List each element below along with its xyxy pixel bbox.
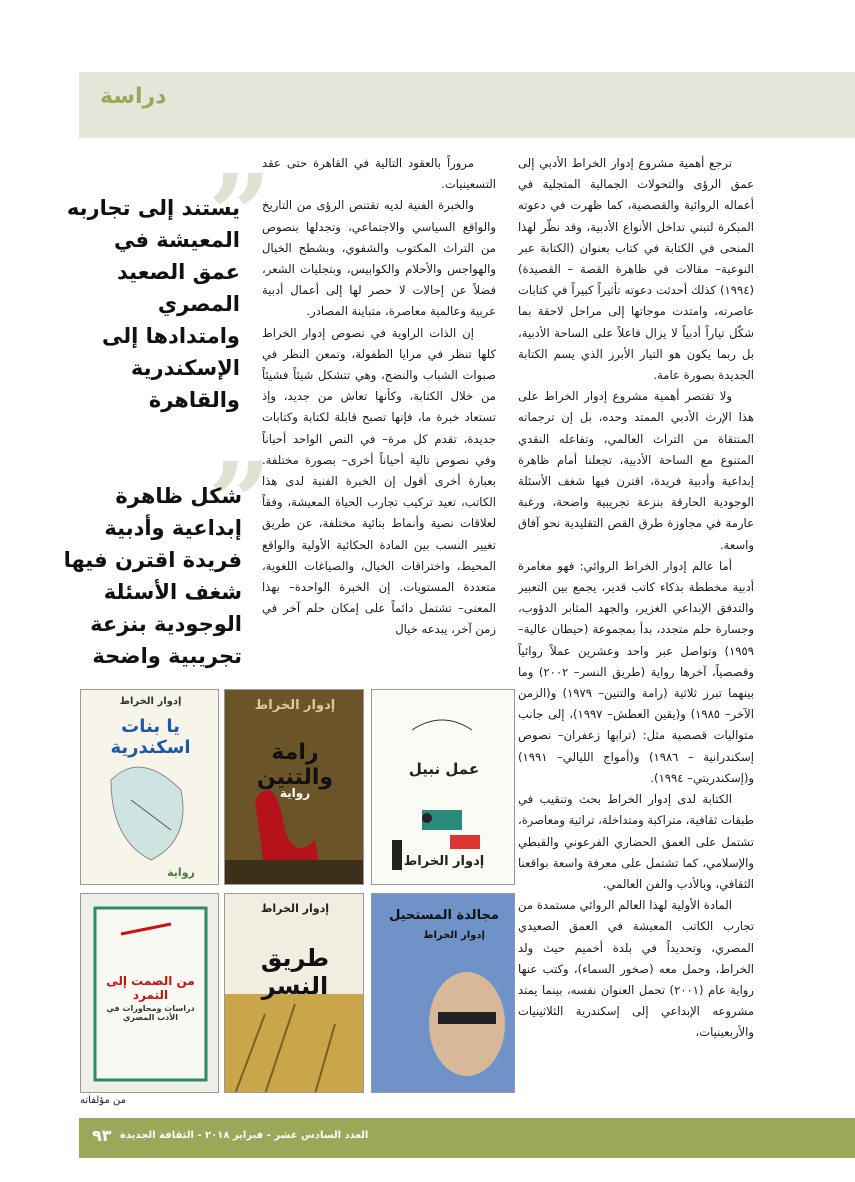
page-number: ٩٣ bbox=[92, 1126, 112, 1145]
paragraph: المادة الأولية لهذا العالم الروائي مستمدة من تجارب الكاتب المعيشة في العمق الصعيدي المصري، وتحديداً في بلدة أخميم حيث ولد الخراط، وحمل معه (صخور السماء)، وكتب عنها رواية عام (٢٠٠١) تحمل العنوان نفسه، بينما يمتد مشروعه الإبداعي إلى إسكندرية الثلاثينيات والأربعينيات، bbox=[518, 898, 754, 1040]
book-cover bbox=[224, 893, 364, 1093]
book-title: رامة والتنين bbox=[256, 740, 334, 790]
book-cover-art bbox=[372, 894, 515, 1093]
section-title: دراسة bbox=[100, 84, 167, 109]
book-cover bbox=[371, 893, 515, 1093]
book-cover bbox=[371, 689, 515, 885]
book-cover bbox=[80, 893, 219, 1093]
paragraph: الكتابة لدى إدوار الخراط بحث وتنقيب في طبقات ثقافية، متراكبة ومتداخلة، تراثية ومعاصرة، تشتمل على العمق الحضاري الفرعوني والقبطي والإسلامي، كما تشتمل على معرفة واسعة بواقعنا الثقافي، وبالأدب والفن العالمي. bbox=[518, 792, 754, 891]
book-title: عمل نبيل bbox=[408, 760, 480, 778]
book-title: مجالدة المستحيل bbox=[389, 908, 499, 923]
book-cover bbox=[224, 689, 364, 885]
pull-quote: يستند إلى تجاربه المعيشة في عمق الصعيد المصري وامتدادها إلى الإسكندرية والقاهرة bbox=[66, 196, 240, 412]
book-subtitle: دراسات ومحاورات في الأدب المصري bbox=[106, 1004, 195, 1022]
book-subtitle: رواية bbox=[279, 786, 311, 800]
paragraph: أما عالم إدوار الخراط الروائي: فهو مغامرة أدبية مخططة بذكاء كاتب قدير، يجمع بين التعبير والتدفق الإبداعي الغزير، والجهد المثابر الدؤوب، وجسارة حلم متجدد، بدأ بمجموعة (حيطان عالية– ١٩٥٩) وتواصل عبر واحد وعشرين عملاً روائياً وقصصياً، آخرها رواية (طريق النسر– ٢٠٠٢) وما بينهما تبرز ثلاثية (رامة والتنين– ١٩٧٩) و(الزمن الآخر– ١٩٨٥) و(يقين العطش– ١٩٩٧)، إلى جانب متواليات قصصية مثل: (ترابها زعفران– نصوص إسكندرانية – ١٩٨٦) و(أمواج الليالي– ١٩٩١) و(إسكندريتي– ١٩٩٤). bbox=[518, 558, 754, 785]
header-band bbox=[79, 72, 855, 138]
book-author: إدوار الخراط bbox=[119, 696, 182, 707]
book-subtitle: رواية bbox=[167, 866, 195, 879]
book-author: إدوار الخراط bbox=[403, 854, 485, 869]
pull-quote: شكل ظاهرة إبداعية وأدبية فريدة اقترن فيها شغف الأسئلة الوجودية بنزعة تجريبية واضحة bbox=[63, 484, 242, 668]
paragraph: إن الذات الراوية في نصوص إدوار الخراط كلها تنظر في مرايا الطفولة، وتمعن النظر في صبوات الشباب والنضج، وهي تتشكل شيئاً فشيئاً من خلال الكتابة، وكأنها تعاش من جديد، وإذ تستعاد خبرة ما، فإنها تصبح قابلة لكتابة وكتابات جديدة، تقدم كل مرة– في النص الواحد أحياناً وفي نصوص تالية أحياناً أخرى– بصورة مختلفة. بعبارة أخرى أقول إن الخبرة الفنية لدى هذا الكاتب، تعيد تركيب تجارب الحياة المعيشة، وفقاً لعلاقات نصية وأنماط بنائية مختلفة، عن طريق تغيير النسب بين المادة الحكائية الأولية والواقع المحيط، واختراقات الخيال، والصياغات اللغوية، متعددة المستويات. إن الخبرة الواحدة– بهذا المعنى– تشتمل دائماً على إمكان حلم آخر في زمن آخر، يبدعه خيال bbox=[262, 325, 496, 637]
book-author: إدوار الخراط bbox=[254, 698, 336, 713]
article-column-middle bbox=[262, 153, 496, 678]
quote-mark-icon: ” bbox=[208, 150, 272, 279]
paragraph: ولا تقتصر أهمية مشروع إدوار الخراط على هذا الإرث الأدبي الممتد وحده، بل إن ترجماته المنتقاة من التراث العالمي، وتفاعله النقدي المتنوع مع الساحة الأدبية، تجعلنا أمام ظاهرة إبداعية وأدبية فريدة، اقترن فيها شغف الأسئلة الوجودية الحارقة بنزعة تجريبية واضحة، ورغبة عارمة في مجاوزة طرق القص التقليدية نحو آفاق واسعة. bbox=[518, 389, 754, 552]
footer-issue-text: العدد السادس عشر - فبراير ٢٠١٨ - الثقافة الجديدة bbox=[120, 1130, 369, 1141]
book-author: إدوار الخراط bbox=[423, 930, 485, 941]
paragraph: والخبرة الفنية لديه تقتنص الرؤى من التاريخ والواقع السياسي والاجتماعي، وتجدلها بنصوص من التراث المكتوب والشفوي، وبشطح الخيال والهواجس والأحلام والكوابيس، وبتجليات الشعر، فضلاً عن إحالات لا حصر لها إلى أعمال أدبية عربية وعالمية معاصرة، متباينة المصادر. bbox=[262, 198, 496, 319]
book-author: إدوار الخراط bbox=[260, 902, 330, 915]
article-column-right bbox=[518, 153, 754, 1118]
book-title: من الصمت إلى التمرد bbox=[106, 974, 195, 1002]
quote-mark-icon: ” bbox=[208, 438, 272, 567]
book-title: طريق النسر bbox=[260, 944, 330, 1000]
image-caption: من مؤلفاته bbox=[80, 1095, 126, 1106]
book-title: يا بنات اسكندرية bbox=[110, 716, 191, 758]
paragraph: مروراً بالعقود التالية في القاهرة حتى عقد التسعينيات. bbox=[262, 156, 496, 192]
book-cover bbox=[80, 689, 219, 885]
paragraph: ترجع أهمية مشروع إدوار الخراط الأدبي إلى عمق الرؤى والتحولات الجمالية المتجلية في أعماله الروائية والقصصية، كما ظهرت في دعوته المبكرة لتبني تداخل الأنواع الأدبية، وقد نظّر لهذا المنحى في الكتابة في كتاب بعنوان (الكتابة عبر النوعية– مقالات في ظاهرة القصة – القصيدة) (١٩٩٤) كذلك أحدثت دعوته تأثيراً كبيراً في كتابات عاصرته، وامتدت موجاتها إلى مراحل لاحقة بما شكّل تياراً أدبياً لا يزال فاعلاً على الساحة الأدبية، بل ربما يكون هو التيار الأبرز الذي يسم الكتابة الجديدة بصورة عامة. bbox=[518, 156, 754, 383]
